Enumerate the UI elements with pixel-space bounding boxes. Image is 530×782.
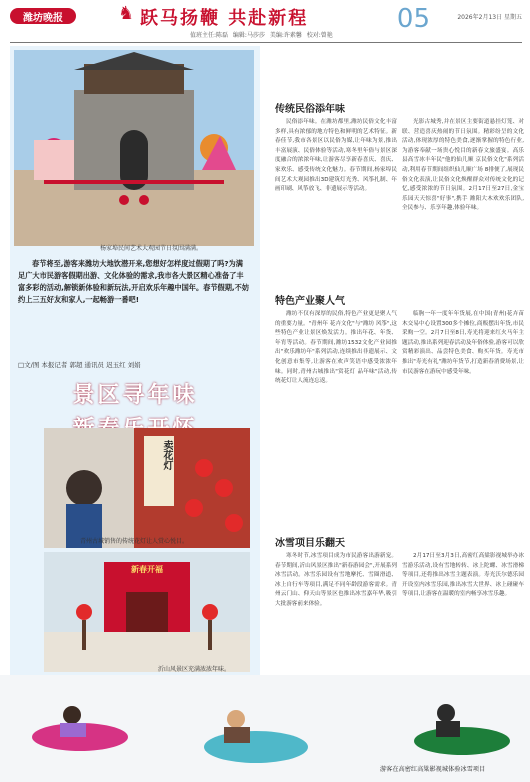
dateline: 2026年2月13日 星期五 (457, 14, 522, 21)
horse-icon: ♞ (118, 3, 135, 24)
photo2-caption: 青州古城销售的传统花灯让人赏心悦目。 (80, 538, 189, 545)
photo-yishan-scenic (44, 552, 250, 672)
section1-column1: 民俗添年味。在潍坊都里,潍坊民俗文化丰富多样,具有浓郁的地方特色和鲜明的艺术特征。新春佳节,我市各景区以民俗为媒,让年味为景,推出丰富展演、民俗体验等活动,寒冬里年俗与景区深度融合的浓浓年味,让游客尽享新春喜庆、喜庆、家欢乐、感受传统文化魅力。春节期间,杨家埠民间艺术大观园推出3D建筑灯光秀、风筝扎制、年画印刷、风筝放飞、非遗展示等活动。 (275, 119, 397, 193)
headline-line-1: 景区寻年味 (72, 382, 198, 408)
header-rule (10, 42, 522, 43)
editor-credits: 值班主任:陈磊 编辑:马莎莎 美编:许素馨 校对:曾艳 (190, 32, 333, 39)
section-title-folk: 传统民俗添年味 (275, 104, 345, 115)
section2-column2: 临朐一年一度年年货展,在中国(青州)花卉苗木交易中心设置300多个摊位,商贩摆出年货,市民采购一空。2月7日至8日,寿光将迎来红火马年主题活动,推出系列迎春活动及年俗体验,游客可以欣赏精彩演出、品尝特色美食、购买年货。寿光市推出"寿光有礼"潍坊年货节,打造新春消费场景,让市民游客在游玩中感受年味。 (402, 311, 524, 375)
bottom-photo-caption: 游客在高密红高粱影视城体验冰雪项目 (380, 766, 486, 773)
photo1-caption: 杨家埠民间艺术大观园节日氛围满满。 (100, 245, 203, 252)
intro-paragraph: 春节将至,游客来潍坊大地饮潜开来,您想好怎样度过假期了吗?为满足广大市民游客假期出游、文化体验的需求,我市各大景区精心准备了丰富多彩的活动,解锁新体验和新玩法,开启欢乐年趣中国年。春节假期,不妨约上三五好友和家人,一起畅游一番吧! (18, 259, 250, 304)
gate-sign: 新春开福 (131, 565, 163, 574)
section1-column2: 光影古城秀,并在景区主要街道悬挂灯笼、对联、营造喜庆热闹的节日氛围。精彩纷呈的文化活动,体现浓厚的特色美食,逐渐掌握的特色行业,为游客奉献一场贵心悦目的新春文旅盛宴。高乐县高雪冰丰年民"他的仙儿顺 京民俗文化"系列活动,利用春节期间组织仙儿顺广场 8排便了,展现民俗文化表演,让民俗文化焕醒群众对传统文化的记忆,感受浓浓的节日氛围。2月17日至27日,金宝乐园天天惊喜"好事",携手 潍阳大木欢欢乐团队,全民参与、乐享年趣,体验年味。 (402, 119, 524, 212)
section3-column1: 寒冬时节,冰雪项目成为市民游客出游新宠。春节期间,沂山风景区推出"新春游园会",开展系列冰雪活动。冰雪乐园设有雪地摩托、雪圈滑道、冰上自行车等项目,满足不同年龄段游客需求。青州云门山、仰天山等景区也推出冰雪嘉年华,吸引大批游客前来体验。 (275, 553, 397, 607)
section-title-ice-snow: 冰雪项目乐翻天 (275, 538, 345, 549)
byline: □文/图 本报记者 郭超 通讯员 迟玉红 刘娟 (18, 361, 141, 369)
newspaper-logo: 潍坊晚报 (10, 8, 76, 24)
lantern-sign: 卖花灯 (161, 440, 172, 470)
photo-lantern-seller (44, 428, 250, 548)
photo3-caption: 沂山风景区充满浓浓年味。 (158, 666, 231, 673)
photo-folk-art-park (14, 50, 254, 246)
section2-column1: 潍坊不仅有深厚的民俗,特色产业更是聚人气的重要力量。"青州年 花卉文化"与"潍坊 风筝",这些特色产业让景区焕发活力。推出年花、年货、年宵等活动。春节期间,潍坊1532文化产业园推出"欢乐潍坊年"系列活动,连续推出非遗展示、文化创意市集等,让游客在欢声笑语中感受浓浓年味。同时,青州古城推出"赏花灯 品年味"活动,传统花灯让人流连忘返。 (275, 311, 397, 385)
section3-column2: 2月17日至3月3日,高密红高粱影视城举办冰雪游乐活动,设有雪地转转、冰上陀螺、冰雪滑梯等项目,还将推出冰雪主题表演。寿光沃尔德乐园开设室内冰雪乐园,推出冰雪大世界、冰上碰碰车等项目,让游客在温暖的室内畅享冰雪乐趣。 (402, 553, 524, 598)
section-title-industry: 特色产业聚人气 (275, 296, 345, 307)
page-banner: 跃马扬鞭 共赴新程 (140, 8, 309, 29)
page-number: 05 (396, 4, 430, 34)
